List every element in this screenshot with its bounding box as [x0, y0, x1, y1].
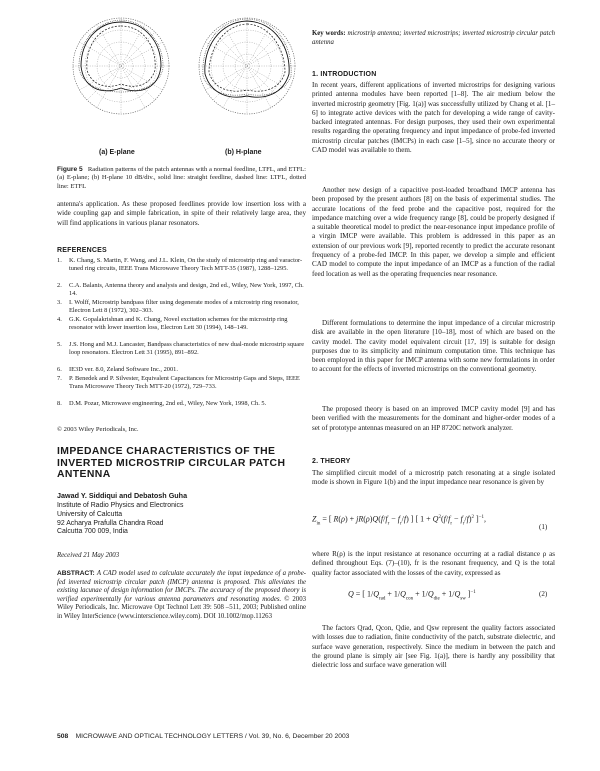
figure-label-a: (a) E-plane: [99, 149, 135, 156]
author-affiliation: [57, 502, 306, 537]
received-date: Received 21 May 2003: [57, 552, 120, 559]
reference-text: D.M. Pozar, Microwave engineering, 2nd ed., Wiley, New York, 1998, Ch. 5.: [69, 400, 267, 407]
intro-paragraph-4: The proposed theory is based on an improved IMCP cavity model [9] and has been verified with the measurements for the dominant and higher-order modes of a set of prototype antennas measured on an HP 8720C network analyzer.: [312, 405, 555, 432]
h-plane-polar-plot: [199, 18, 295, 114]
affiliation-line: University of Calcutta: [57, 510, 123, 518]
theory-paragraph-1: The simplified circuit model of a microstrip patch resonating at a single isolated mode is shown in Figure 1(b) and the input impedance near resonance is given by: [312, 469, 555, 487]
equation-1: $Z_{in}$ = [ $R(\rho) + jR(\rho)Q(f/f_r - f_r/f)$ ] [ $1 + Q^2(f/f_r - f_r/f)^2$ ]$^{-1}$,: [312, 514, 487, 527]
introduction-heading: 1. INTRODUCTION: [312, 71, 377, 78]
reference-number: 1.: [57, 257, 62, 264]
intro-paragraph-3: Different formulations to determine the input impedance of a circular microstrip disk are available in the open literature [10–18], most of which are based on the cavity model. The cavity model equivalent circuit [17, 19] is suitable for design purposes due to its simplicity and minimum computation time. This technique has been employed in this paper for IMCP antenna with some new formulations in order to account for the effects of inverted microstrips on the conventional geometry.: [312, 319, 555, 374]
reference-item: [57, 366, 306, 374]
intro-paragraph: antenna's application. As these proposed feedlines provide low insertion loss with a wide coupling gap and simple fabrication, in spite of their relatively large area, they will find applications in various planar resonators.: [57, 200, 306, 227]
abstract-citation: © 2003 Wiley Periodicals, Inc. Microwave Opt Technol Lett 39: 508 –511, 2003; Published online in Wiley InterScience (www.interscience.wiley.com). DOI 10.1002/mop.11263: [57, 595, 306, 620]
e-plane-polar-plot: [73, 18, 169, 114]
abstract-text: A CAD model used to calculate accurately the input impedance of a probe-fed inverted microstrip circular patch (IMCP) antenna is proposed. This alleviates the existing lacunae of design information for IMCPs. The accuracy of the proposed theory is verified experimentally for various antenna parameters and resonating modes.: [57, 570, 306, 603]
reference-item: [57, 316, 306, 332]
affiliation-line: Institute of Radio Physics and Electronics: [57, 502, 184, 509]
reference-item: [57, 400, 306, 408]
figure-caption: [57, 166, 306, 191]
reference-number: 7.: [57, 375, 62, 382]
reference-text: J.S. Hong and M.J. Lancaster, Bandpass characteristics of new dual-mode microstrip square loop resonators. Electron Lett 31 (1995), 891–892.: [69, 341, 305, 357]
figure-caption-label: Figure 5: [57, 166, 83, 173]
abstract: [57, 570, 306, 622]
radiation-pattern-figure: [57, 4, 306, 157]
references-heading: REFERENCES: [57, 247, 107, 254]
figure-caption-text: Radiation patterns of the patch antennas with a normal feedline, LTFL, and ETFL: (a) E-plane; (b) H-plane 10 dB/div., solid line: straight feedline, dashed line: LTFL, dotted line: ETFL: [57, 166, 306, 190]
reference-item: [57, 257, 306, 273]
page-number: 508: [57, 733, 69, 740]
journal-info: MICROWAVE AND OPTICAL TECHNOLOGY LETTERS / Vol. 39, No. 6, December 20 2003: [75, 733, 350, 740]
reference-number: 8.: [57, 400, 62, 407]
reference-item: [57, 375, 306, 391]
affiliation-line: Calcutta 700 009, India: [57, 528, 128, 536]
equation-2: Q = [ $1/Q_{rad} + 1/Q_{con} + 1/Q_{die} + 1/Q_{sw}$ ]$^{-1}$: [348, 589, 476, 602]
figure-label-b: (b) H-plane: [225, 149, 262, 156]
article-title: IMPEDANCE CHARACTERISTICS OF THE INVERTED MICROSTRIP CIRCULAR PATCH ANTENNA: [57, 446, 286, 480]
abstract-label: ABSTRACT:: [57, 570, 95, 577]
equation-2-number: (2): [539, 590, 548, 598]
keywords-text: microstrip antenna; inverted microstrips; inverted microstrip circular patch antenna: [312, 30, 555, 46]
reference-text: K. Chang, S. Martin, F. Wang, and J.L. Klein, On the study of microstrip ring and varactor-tuned ring circuits, IEEE Trans Microwave Theory Tech MTT-35 (1987), 1288–1295.: [69, 257, 303, 273]
reference-number: 4.: [57, 316, 62, 323]
equation-1-number: (1): [539, 523, 548, 531]
reference-item: [57, 341, 306, 357]
reference-text: IE3D ver. 8.0, Zeland Software Inc., 2001.: [69, 366, 178, 373]
reference-item: [57, 282, 306, 298]
theory-paragraph-2: where R(ρ) is the input resistance at resonance occurring at a radial distance ρ as defined throughout Eqs. (7)–(10), fr is the resonant frequency, and Q is the total quality factor associated with the losses of the cavity, expressed as: [312, 550, 555, 577]
copyright-notice: © 2003 Wiley Periodicals, Inc.: [57, 426, 139, 433]
intro-paragraph-1: In recent years, different applications of inverted microstrips for designing various printed antenna modules have been reported [1–8]. The air medium below the inverted microstrip geometry [Fig. 1(a)] was successfully utilized by Chang et al. [1–6] to integrate active devices with the patch for developing a wide range of cavity-backed integrated antennas. For design purposes, they used their own experimental results regarding the operating frequency and input impedance of probe-fed inverted microstrip circular patches (IMCPs) in each case [1–5], since no accurate theory or CAD model was available to them.: [312, 81, 555, 155]
reference-number: 5.: [57, 341, 62, 348]
reference-number: 2.: [57, 282, 62, 289]
reference-number: 6.: [57, 366, 62, 373]
article-authors: Jawad Y. Siddiqui and Debatosh Guha: [57, 491, 188, 500]
affiliation-line: 92 Acharya Prafulla Chandra Road: [57, 519, 164, 527]
page-footer: [57, 733, 555, 740]
intro-paragraph-2: Another new design of a capacitive post-loaded broadband IMCP antenna has been proposed by the present authors [8] on the basis of experimental studies. The accurate locations of the feed probe and the capacitive post, required for the impedance matching over a wide frequency range [8], could be properly designed if a suitable theoretical model to predict the near-resonance input impedance profile of a virgin IMCP were available. This problem is addressed in this paper as an extension of our previous work [9], reported recently to predict the accurate resonant frequency of a probe-fed IMCP. In this paper, we develop a simple and efficient CAD model to compute the input impedance of an IMCP as a function of the radial feed location as well as the operating frequencies near resonance.: [312, 186, 555, 278]
keywords-label: Key words:: [312, 30, 346, 37]
reference-item: [57, 299, 306, 315]
reference-text: G.K. Gopalakrishnan and K. Chang, Novel excitation schemes for the microstrip ring resonator with lower insertion loss, Electron Lett 30 (1994), 148–149.: [69, 316, 288, 332]
reference-text: P. Benedek and P. Silvester, Equivalent Capacitances for Microstrip Gaps and Steps, IEEE Trans Microwave Theory Tech MTT-20 (1972), 729–733.: [69, 375, 300, 391]
reference-text: C.A. Balanis, Antenna theory and analysis and design, 2nd ed., Wiley, New York, 1997, Ch. 14.: [69, 282, 304, 298]
reference-number: 3.: [57, 299, 62, 306]
keywords: [312, 30, 555, 47]
theory-paragraph-3: The factors Qrad, Qcon, Qdie, and Qsw represent the quality factors associated with losses due to radiation, finite conductivity of the patch, substrate dielectric, and surface wave generation, respectively. Since the medium in between the patch and the ground plane is simply air [see Fig. 1(a)], there is hardly any possibility that dielectric loss and surface wave generation will: [312, 624, 555, 670]
reference-text: I. Wolff, Microstrip bandpass filter using degenerate modes of a microstrip ring resonator, Electron Lett 8 (1972), 302–303.: [69, 299, 299, 315]
theory-heading: 2. THEORY: [312, 458, 351, 465]
